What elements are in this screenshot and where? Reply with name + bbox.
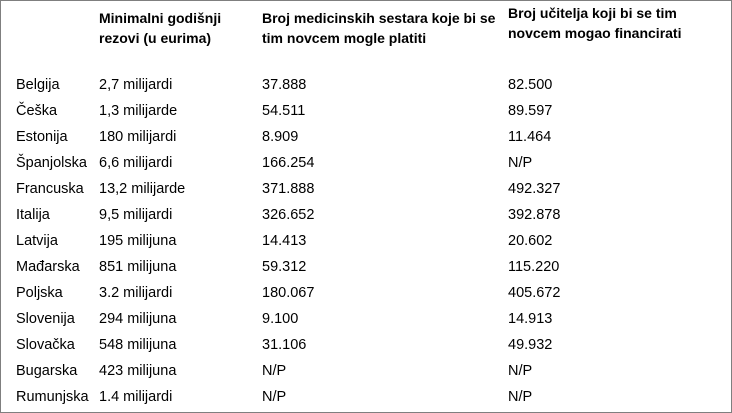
nurses-cell: 14.413: [262, 233, 307, 249]
teachers-cell: N/P: [508, 363, 533, 379]
teachers-cell: 492.327: [508, 181, 561, 197]
table-row: [16, 254, 726, 280]
country-cell: Mađarska: [16, 259, 80, 275]
teachers-cell: N/P: [508, 389, 533, 405]
annual-cuts-cell: 13,2 milijarde: [99, 181, 186, 197]
table-row: [16, 228, 726, 254]
nurses-cell: N/P: [262, 389, 287, 405]
table-row: [16, 332, 726, 358]
nurses-cell: 371.888: [262, 181, 315, 197]
nurses-cell: 9.100: [262, 311, 299, 327]
country-cell: Španjolska: [16, 155, 87, 171]
annual-cuts-cell: 1.4 milijardi: [99, 389, 173, 405]
nurses-cell: 31.106: [262, 337, 307, 353]
annual-cuts-cell: 195 milijuna: [99, 233, 177, 249]
teachers-cell: N/P: [508, 155, 533, 171]
country-cell: Francuska: [16, 181, 84, 197]
annual-cuts-cell: 180 milijardi: [99, 129, 177, 145]
table-row: [16, 176, 726, 202]
table-row: [16, 202, 726, 228]
country-cell: Bugarska: [16, 363, 78, 379]
country-cell: Slovačka: [16, 337, 75, 353]
teachers-cell: 405.672: [508, 285, 561, 301]
table-row: [16, 280, 726, 306]
table-row: [16, 98, 726, 124]
nurses-cell: 326.652: [262, 207, 315, 223]
country-cell: Latvija: [16, 233, 58, 249]
country-cell: Češka: [16, 103, 58, 119]
annual-cuts-cell: 1,3 milijarde: [99, 103, 178, 119]
table-row: [16, 150, 726, 176]
header-teachers: [508, 6, 726, 72]
teachers-cell: 89.597: [508, 103, 553, 119]
header-country: [16, 6, 99, 72]
header-teachers-label: Broj učitelja koji bi se tim novcem mogao financirati: [508, 5, 682, 41]
header-nurses-label: Broj medicinskih sestara koje bi se tim novcem mogle platiti: [262, 10, 496, 46]
nurses-cell: 166.254: [262, 155, 315, 171]
header-row: [16, 6, 726, 72]
country-cell: Belgija: [16, 77, 60, 93]
table-row: [16, 306, 726, 332]
teachers-cell: 82.500: [508, 77, 553, 93]
teachers-cell: 14.913: [508, 311, 553, 327]
annual-cuts-cell: 851 milijuna: [99, 259, 177, 275]
header-annual-cuts: [99, 6, 262, 72]
country-cell: Italija: [16, 207, 50, 223]
header-nurses: [262, 6, 508, 72]
annual-cuts-cell: 9,5 milijardi: [99, 207, 173, 223]
nurses-cell: N/P: [262, 363, 287, 379]
nurses-cell: 37.888: [262, 77, 307, 93]
table-row: [16, 124, 726, 150]
table-row: [16, 384, 726, 410]
annual-cuts-cell: 3.2 milijardi: [99, 285, 173, 301]
country-cell: Slovenija: [16, 311, 75, 327]
annual-cuts-cell: 2,7 milijardi: [99, 77, 173, 93]
nurses-cell: 54.511: [262, 103, 306, 119]
header-annual-cuts-label: Minimalni godišnji rezovi (u eurima): [99, 10, 222, 46]
country-cell: Poljska: [16, 285, 63, 301]
annual-cuts-cell: 6,6 milijardi: [99, 155, 173, 171]
nurses-cell: 59.312: [262, 259, 307, 275]
nurses-cell: 180.067: [262, 285, 315, 301]
teachers-cell: 392.878: [508, 207, 561, 223]
teachers-cell: 115.220: [508, 259, 560, 275]
country-cell: Rumunjska: [16, 389, 89, 405]
annual-cuts-cell: 548 milijuna: [99, 337, 177, 353]
teachers-cell: 20.602: [508, 233, 553, 249]
table-row: [16, 358, 726, 384]
budget-cuts-table: [16, 6, 726, 410]
teachers-cell: 11.464: [508, 129, 552, 145]
nurses-cell: 8.909: [262, 129, 299, 145]
teachers-cell: 49.932: [508, 337, 553, 353]
annual-cuts-cell: 423 milijuna: [99, 363, 177, 379]
annual-cuts-cell: 294 milijuna: [99, 311, 177, 327]
country-cell: Estonija: [16, 129, 68, 145]
table-body: [16, 72, 726, 410]
table-row: [16, 72, 726, 98]
